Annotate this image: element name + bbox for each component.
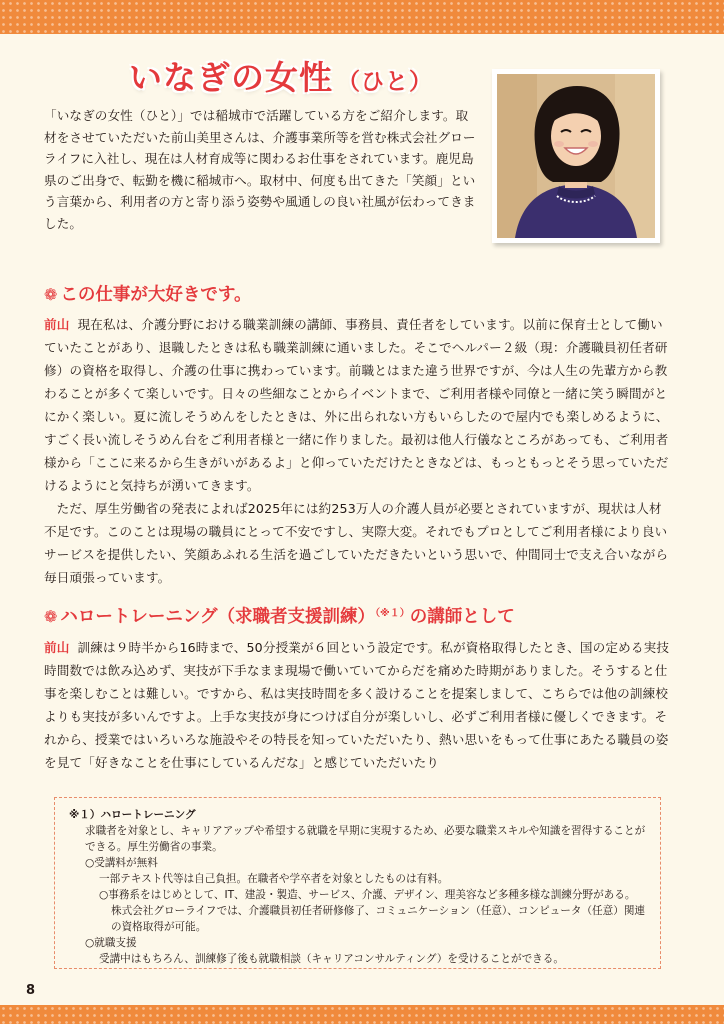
section-heading-text: この仕事が大好きです。 xyxy=(60,285,252,305)
footnote-item: ○受講料が無料 xyxy=(85,857,158,869)
portrait-illustration xyxy=(497,74,655,238)
footnote-item: ○就職支援 xyxy=(85,937,137,949)
page-title-sub: （ひと） xyxy=(337,69,433,95)
section-body-love-this-job xyxy=(44,313,674,589)
portrait-photo xyxy=(497,74,655,238)
footnote-marker: （※１） xyxy=(375,608,410,619)
speaker-label: 前山 xyxy=(44,317,70,332)
section-heading-suffix: の講師として xyxy=(409,607,515,627)
footnote-box xyxy=(54,797,661,969)
bottom-decorative-band xyxy=(0,1005,724,1024)
footnote-item-detail: 受講中はもちろん、訓練修了後も就職相談（キャリアコンサルティング）を受けることができる。 xyxy=(99,953,564,965)
page-title xyxy=(129,52,433,99)
paragraph: ただ、厚生労働省の発表によれば2025年には約253万人の介護人員が必要とされていますが、現状は人材不足です。このことは現場の職員にとって不安ですし、実際大変。それでもプロとしてご利用者様により良いサービスを提供したい、笑顔あふれる生活を過ごしていただきたいという思いで、仲間同士で支え合いながら毎日頑張っています。 xyxy=(44,501,669,585)
top-decorative-band xyxy=(0,0,724,34)
footnote-description: 求職者を対象とし、キャリアアップや希望する就職を早期に実現するため、必要な職業スキルや知識を習得することができる。厚生労働省の事業。 xyxy=(85,825,646,853)
section-heading-text: ハロートレーニング（求職者支援訓練） xyxy=(60,607,376,627)
portrait-photo-frame xyxy=(492,69,660,243)
section-heading-love-this-job xyxy=(44,281,252,306)
section-body-hello-training xyxy=(44,636,674,774)
page-number: 8 xyxy=(26,983,36,998)
paragraph-text: 訓練は９時半から16時まで、50分授業が６回という設定です。私が資格取得したとき、国の定める実技時間数では飲み込めず、実技が下手なまま現場で働いていてからだを痛めた時期がありました。そうすると仕事を楽しむことは難しい。ですから、私は実技時間を多く設けることを提案しまして、こちらでは他の訓練校よりも実技が多いんですよ。上手な実技が身につけば自分が楽しいし、必ずご利用者様に優しくできます。それから、授業ではいろいろな施設やその特長を知っていただいたり、熱い思いをもって仕事にあたる職員の姿を見て「好きなことを仕事にしているんだな」と感じていただいたり xyxy=(44,640,670,770)
footnote-item-detail: 一部テキスト代等は自己負担。在職者や学卒者を対象としたものは有料。 xyxy=(99,873,449,885)
intro-paragraph: 「いなぎの女性（ひと）」では稲城市で活躍している方をご紹介します。取材をさせていただいた前山美里さんは、介護事業所等を営む株式会社グローライフに入社し、現在は人材育成等に関わるお仕事をされています。鹿児島県のご出身で、転勤を機に稲城市へ。取材中、何度も出てきた「笑顔」という言葉から、利用者の方と寄り添う姿勢や風通しの良い社風が伝わってきました。 xyxy=(44,108,476,231)
flower-icon: ❁ xyxy=(44,607,58,626)
footnote-item: ○事務系をはじめとして、IT、建設・製造、サービス、介護、デザイン、理美容など多種多様な訓練分野がある。株式会社グローライフでは、介護職員初任者研修修了、コミュニケーション（任意）、コンピュータ（任意）関連の資格取得が可能。 xyxy=(99,889,646,933)
paragraph-text: 現在私は、介護分野における職業訓練の講師、事務員、責任者をしています。以前に保育士として働いていたことがあり、退職したときは私も職業訓練に通いました。そこでヘルパー２級（現：介護職員初任者研修）の資格を取得し、介護の仕事に携わっています。前職とはまた違う世界ですが、今は人生の先輩方から教わることが多くて楽しいです。日々の些細なことからイベントまで、ご利用者様や同僚と一緒に笑う瞬間がとにかく楽しい。夏に流しそうめんをしたときは、外に出られない方もいらしたので屋内でも楽しめるように、すごく長い流しそうめん台をご利用者様と一緒に作りました。最初は他人行儀なところがあっても、ご利用者様から「ここに来るから生きがいがあるよ」と仰っていただけたときなどは、もっともっとそう思っていただけるようにと気持ちが湧いてきます。 xyxy=(44,317,669,493)
speaker-label: 前山 xyxy=(44,640,70,655)
page-title-main: いなぎの女性 xyxy=(129,58,333,97)
intro-text xyxy=(44,105,476,235)
footnote-title: ※１）ハロートレーニング xyxy=(69,809,196,821)
section-heading-hello-training xyxy=(44,603,515,628)
flower-icon: ❁ xyxy=(44,285,58,304)
paragraph xyxy=(44,636,674,774)
paragraph xyxy=(44,313,674,497)
